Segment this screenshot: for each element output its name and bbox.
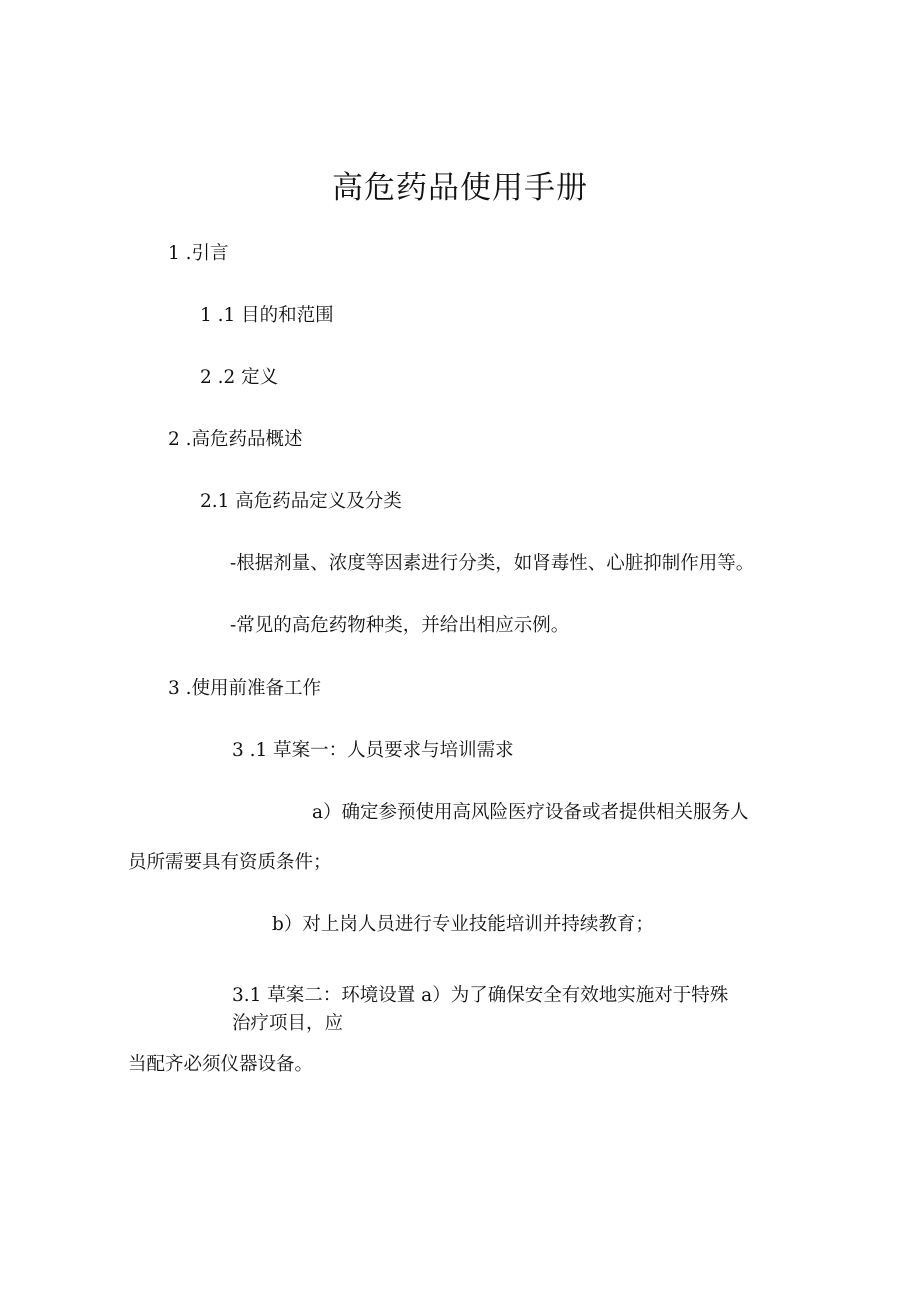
section-3-2-line-3: 当配齐必须仪器设备。	[128, 1054, 314, 1075]
section-1-2-heading: 2 .2 定义	[200, 367, 279, 388]
section-1-heading: 1 .引言	[168, 243, 229, 264]
section-2-1-item-a: -根据剂量、浓度等因素进行分类，如肾毒性、心脏抑制作用等。	[230, 553, 755, 574]
section-3-heading: 3 .使用前准备工作	[168, 678, 322, 699]
section-3-2-line-2: 治疗项目，应	[232, 1013, 344, 1034]
section-3-1-item-b: b）对上岗人员进行专业技能培训并持续教育；	[272, 914, 654, 935]
section-2-heading: 2 .高危药品概述	[168, 429, 303, 450]
section-3-1-item-a-line-1: a）确定参预使用高风险医疗设备或者提供相关服务人	[312, 802, 749, 823]
section-2-1-item-b: -常见的高危药物种类，并给出相应示例。	[230, 615, 570, 636]
section-1-1-heading: 1 .1 目的和范围	[200, 305, 334, 326]
document-title: 高危药品使用手册	[332, 170, 588, 206]
section-2-1-heading: 2.1 高危药品定义及分类	[200, 491, 402, 512]
section-3-1-item-a-line-2: 员所需要具有资质条件；	[128, 852, 332, 873]
section-3-1-heading: 3 .1 草案一：人员要求与培训需求	[232, 740, 514, 761]
section-3-2-line-1: 3.1 草案二：环境设置 a）为了确保安全有效地实施对于特殊	[232, 985, 729, 1006]
